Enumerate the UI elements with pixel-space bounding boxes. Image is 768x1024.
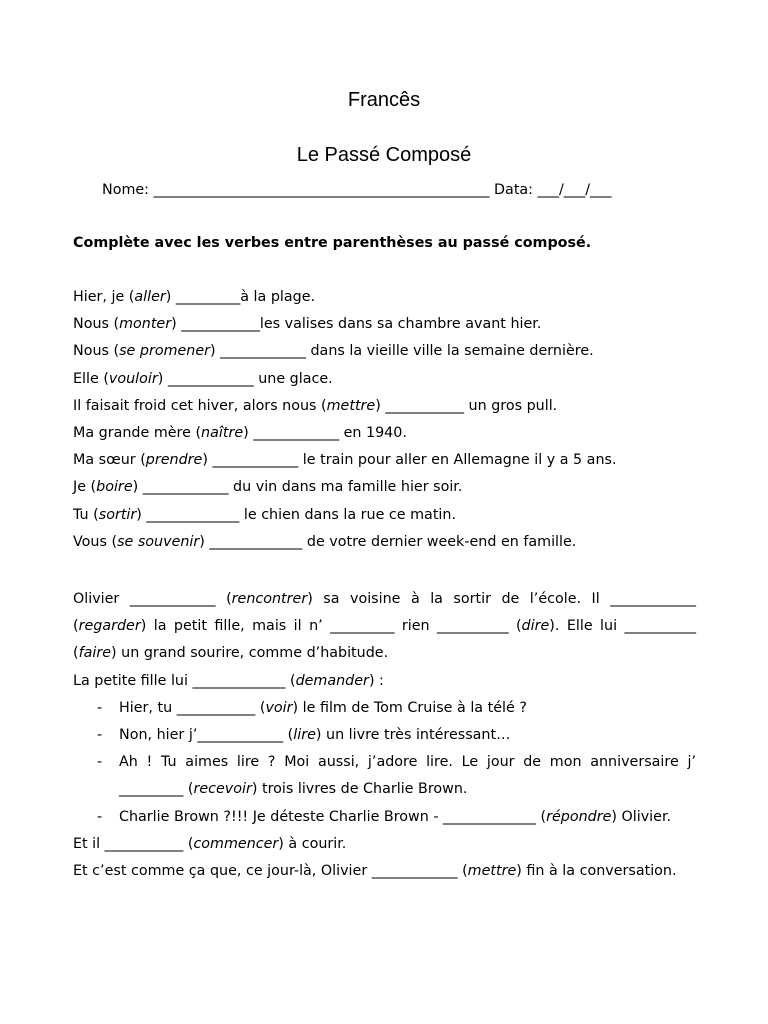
- exercise-item: Ma sœur (prendre) ____________ le train pour aller en Allemagne il y a 5 ans.: [73, 452, 617, 469]
- story-paragraph: Et il ___________ (commencer) à courir.: [73, 835, 347, 852]
- dash-bullet: -: [97, 727, 103, 744]
- name-date-line: Nome: _______________________________________________ Data: ___/___/___: [102, 182, 612, 198]
- exercise-item: Il faisait froid cet hiver, alors nous (mettre) ___________ un gros pull.: [73, 397, 558, 414]
- exercise-list: [73, 287, 617, 559]
- exercise-item: Tu (sortir) _____________ le chien dans la rue ce matin.: [73, 506, 457, 523]
- exercise-item: Vous (se souvenir) _____________ de votre dernier week-end en famille.: [73, 533, 577, 550]
- exercise-item: Hier, je (aller) _________à la plage.: [73, 289, 316, 305]
- exercise-item: Nous (se promener) ____________ dans la vieille ville la semaine dernière.: [73, 343, 594, 360]
- dash-bullet: -: [97, 699, 103, 716]
- dialogue-item: - Non, hier j’____________ (lire) un livre très intéressant…: [73, 722, 696, 749]
- story-paragraph: Et c’est comme ça que, ce jour-là, Olivier ____________ (mettre) fin à la conversation.: [73, 863, 677, 880]
- dialogue-item: - Ah ! Tu aimes lire ? Moi aussi, j’adore lire. Le jour de mon anniversaire j’ _________ (recevoir) trois livres de Charlie Brown.: [73, 749, 696, 803]
- exercise-item: Elle (vouloir) ____________ une glace.: [73, 370, 333, 387]
- story-paragraph: Olivier ____________ (rencontrer) sa voisine à la sortir de l’école. Il ____________ (regarder) la petit fille, mais il n’ _________ rien __________ (dire). Elle lui __________ (faire) un grand sourire, comme d’habitude.: [73, 591, 696, 662]
- exercise-item: Nous (monter) ___________les valises dans sa chambre avant hier.: [73, 316, 542, 333]
- exercise-instruction: Complète avec les verbes entre parenthèses au passé composé.: [73, 235, 592, 251]
- story-paragraph: La petite fille lui _____________ (demander) :: [73, 672, 384, 689]
- exercise-item: Ma grande mère (naître) ____________ en 1940.: [73, 424, 407, 441]
- exercise-item: Je (boire) ____________ du vin dans ma famille hier soir.: [73, 479, 463, 496]
- dialogue-item: - Hier, tu ___________ (voir) le film de Tom Cruise à la télé ?: [73, 695, 696, 722]
- page-title: Francês: [347, 89, 421, 111]
- dialogue-list: [73, 695, 696, 831]
- story-exercise: [73, 586, 696, 885]
- dialogue-item: - Charlie Brown ?!!! Je déteste Charlie Brown - _____________ (répondre) Olivier.: [73, 804, 696, 831]
- page-subtitle: Le Passé Composé: [296, 144, 472, 166]
- dash-bullet: -: [97, 754, 103, 771]
- dash-bullet: -: [97, 808, 103, 825]
